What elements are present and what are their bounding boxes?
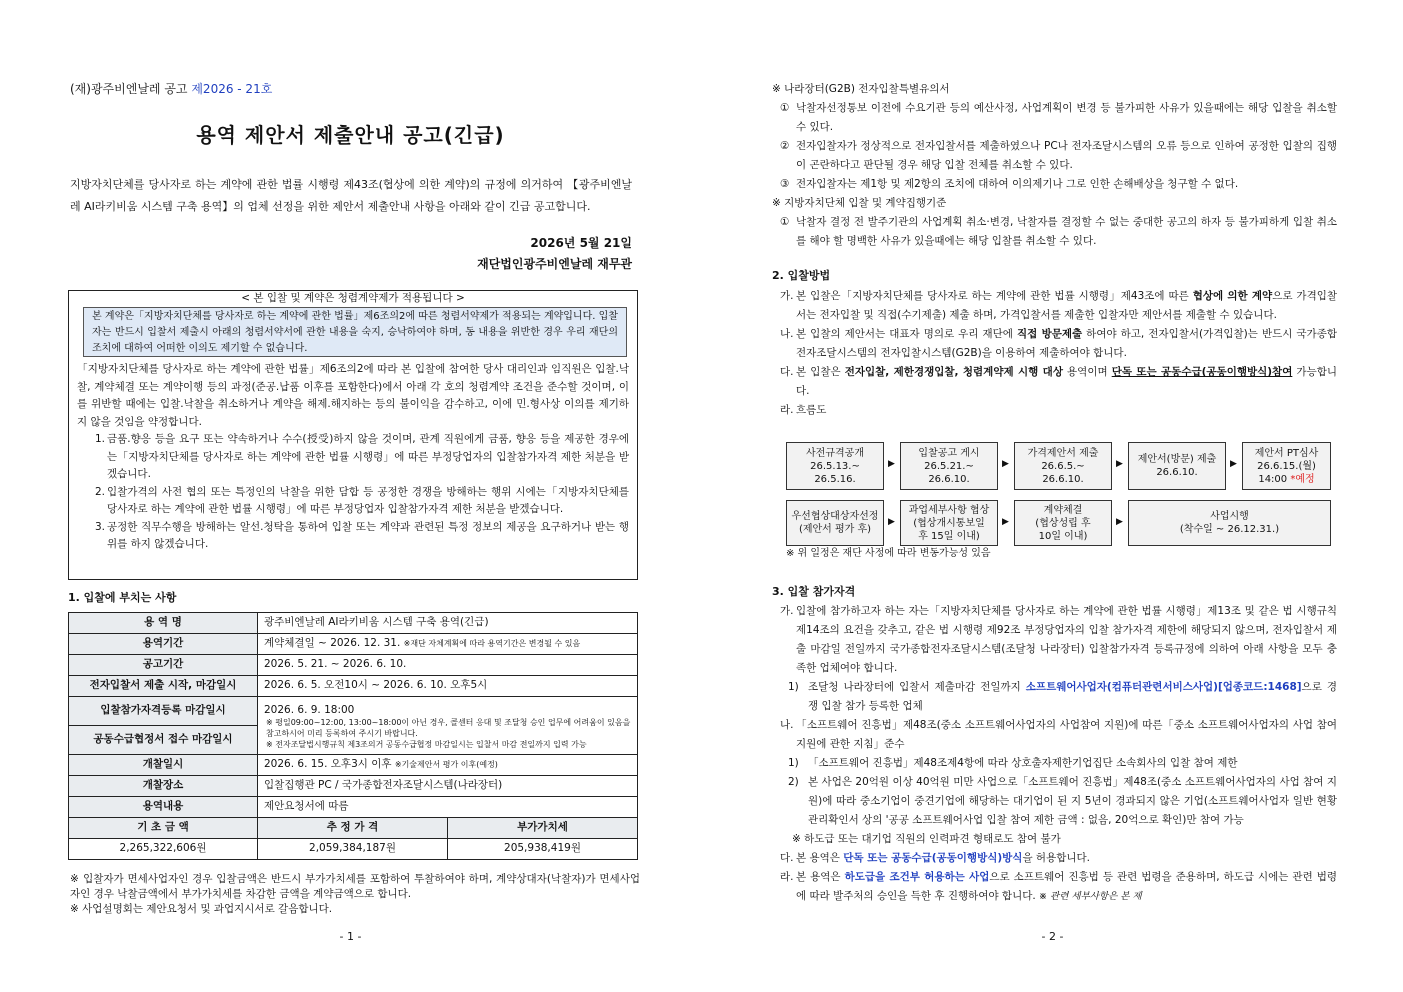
list-item: 나. 본 입찰의 제안서는 대표자 명의로 우리 재단에 직접 방문제출 하여야 하고, 전자입찰서(가격입찰)는 반드시 국가종합전자조달시스템의 전자입찰시스템(G2B)을 이용하여 제출하여야 합니다. — [780, 328, 1337, 359]
flow-step: 사전규격공개 26.5.13.~ 26.5.16. — [786, 442, 884, 490]
list-item: ③ 전자입찰자는 제1항 및 제2항의 조치에 대하여 이의제기나 그로 인한 손해배상을 청구할 수 없다. — [780, 178, 1239, 190]
g2b-notes — [772, 80, 1337, 251]
table-row: 공동수급협정서 접수 마감일시 — [69, 726, 638, 755]
table-row: 기 초 금 액 추 정 가 격 부가가치세 — [69, 818, 638, 839]
flow-step: 제안서 PT심사 26.6.15.(월) 14:00 *예정 — [1242, 442, 1331, 490]
process-flowchart — [786, 442, 1331, 560]
integrity-contract-box — [68, 290, 638, 580]
table-row: 공고기간 2026. 5. 21. ~ 2026. 6. 10. — [69, 655, 638, 676]
list-item: 2) 본 사업은 20억원 이상 40억원 미만 사업으로「소프트웨어 진흥법」제48조(중소 소프트웨어사업자의 사업 참여 지원)에 따라 중소기업이 중견기업에 해당하는 대기업이 된 지 5년이 경과되지 않은 기업(소프트웨어사업자 일반 현황 관리확인서 상의 '공공 소프트웨어사업 입찰 참여 제한 금액 : 없음, 20억으로 확인)만 참여 가능 — [788, 776, 1337, 826]
table-row: 입찰참가자격등록 마감일시 2026. 6. 9. 18:00 ※ 평일09:00~12:00, 13:00~18:00이 아닌 경우, 콜센터 응대 및 조달청 승인 업무에 어려움이 있음을 참고하시어 미리 등록하여 주시기 바랍니다. ※ 전자조달법시행규칙 제3조의거 공동수급협정 마감일시는 입찰서 마감 전일까지 입력 가능 — [69, 697, 638, 726]
arrow-right-icon: ▶ — [1002, 459, 1009, 469]
table-row: 용역내용 제안요청서에 따름 — [69, 797, 638, 818]
issuer-name: 재단법인광주비엔날레 재무관 — [477, 257, 632, 271]
flow-note: ※ 위 일정은 재단 사정에 따라 변동가능성 있음 — [786, 548, 991, 559]
flow-step: 입찰공고 게시 26.5.21.~ 26.6.10. — [900, 442, 998, 490]
list-item: 1) 조달청 나라장터에 입찰서 제출마감 전일까지 소프트웨어사업자(컴퓨터관련서비스사업)[업종코드:1468]으로 경쟁 입찰 참가 등록한 업체 — [788, 681, 1337, 712]
table-row: 개찰장소 입찰집행관 PC / 국가종합전자조달시스템(나라장터) — [69, 776, 638, 797]
list-item: 다. 본 용역은 단독 또는 공동수급(공동이행방식)방식을 허용합니다. — [780, 852, 1090, 864]
integrity-pledge: 「지방자치단체를 당사자로 하는 계약에 관한 법률」제6조의2에 따라 본 입찰에 참여한 당사 대리인과 임직원은 입찰.낙찰, 계약체결 또는 계약이행 등의 과정(준공.납품 이후를 포함한다)에서 아래 각 호의 청렴계약 조건을 준수할 것이며, 이를 위반할 때에는 입찰.낙찰을 취소하거나 계약을 해제.해지하는 등의 불이익을 감수하고, 이에 민.형사상 이의를 제기하지 않을 것임을 약정합니다. — [77, 363, 629, 428]
arrow-right-icon: ▶ — [888, 517, 895, 527]
note-item: ※ 입찰자가 면세사업자인 경우 입찰금액은 반드시 부가가치세를 포함하여 투찰하여야 하며, 계약상대자(낙찰자)가 면세사업자인 경우 낙찰금액에서 부가가치세를 차감한 금액을 계약금액으로 합니다. — [70, 873, 640, 900]
page-1 — [0, 0, 701, 992]
document-title: 용역 제안서 제출안내 공고(긴급) — [196, 123, 505, 147]
flow-step: 계약체결 (협상성립 후 10일 이내) — [1014, 500, 1112, 546]
bid-details-table — [68, 612, 638, 860]
note-item: ※ 사업설명회는 제안요청서 및 과업지시서로 갈음합니다. — [70, 903, 333, 915]
arrow-right-icon: ▶ — [888, 459, 895, 469]
arrow-right-icon: ▶ — [1002, 517, 1009, 527]
org-name: (재)광주비엔날레 공고 — [70, 82, 188, 96]
section-3-body — [772, 602, 1337, 906]
page-2 — [702, 0, 1403, 992]
flow-step: 제안서(방문) 제출 26.6.10. — [1128, 442, 1226, 490]
list-item: 1) 「소프트웨어 진흥법」제48조제4항에 따라 상호출자제한기업집단 소속회사의 입찰 참여 제한 — [788, 757, 1238, 769]
announcement-number: 제2026 - 21호 — [191, 82, 273, 96]
arrow-right-icon: ▶ — [1116, 459, 1123, 469]
table-row: 2,265,322,606원 2,059,384,187원 205,938,419원 — [69, 839, 638, 860]
notes — [70, 872, 640, 917]
arrow-right-icon: ▶ — [1116, 517, 1123, 527]
list-item: 라. 흐름도 — [780, 404, 827, 416]
note-item: ※ 하도급 또는 대기업 직원의 인력파견 형태로도 참여 불가 — [792, 833, 1061, 845]
section-3-heading: 3. 입찰 참가자격 — [772, 585, 856, 598]
announcement-header — [70, 80, 272, 98]
g2b-heading: ※ 나라장터(G2B) 전자입찰특별유의서 — [772, 83, 950, 95]
section-2-heading: 2. 입찰방법 — [772, 269, 831, 282]
table-row: 용역기간 계약체결일 ~ 2026. 12. 31. ※재단 자체계획에 따라 용역기간은 변경될 수 있음 — [69, 634, 638, 655]
table-row: 전자입찰서 제출 시작, 마감일시 2026. 6. 5. 오전10시 ~ 2026. 6. 10. 오후5시 — [69, 676, 638, 697]
integrity-item: 3. 공정한 직무수행을 방해하는 알선.청탁을 통하여 입찰 또는 계약과 관련된 특정 정보의 제공을 요구하거나 받는 행위를 하지 않겠습니다. — [95, 520, 629, 550]
list-item: 다. 본 입찰은 전자입찰, 제한경쟁입찰, 청렴계약제 시행 대상 용역이며 단독 또는 공동수급(공동이행방식)참여 가능합니다. — [780, 366, 1338, 397]
announcement-date: 2026년 5월 21일 — [530, 236, 632, 250]
section-1-heading: 1. 입찰에 부치는 사항 — [68, 591, 177, 604]
integrity-item: 1. 금품.향응 등을 요구 또는 약속하거나 수수(授受)하지 않을 것이며, 관계 직원에게 금품, 향응 등을 제공한 경우에는「지방자치단체를 당사자로 하는 계약에 관한 법률 시행령」에 따른 부정당업자의 입찰참가자격 제한 처분을 받겠습니다. — [95, 433, 629, 480]
flow-step: 과업세부사항 협상 (협상개시통보일 후 15일 이내) — [900, 500, 998, 546]
list-item: 라. 본 용역은 하도급을 조건부 허용하는 사업으로 소프트웨어 진흥법 등 관련 법령을 준용하며, 하도급 시에는 관련 법령에 따라 발주처의 승인을 득한 후 진행하여야 합니다. ※ 관련 세부사항은 본 제 — [780, 871, 1337, 902]
integrity-heading: < 본 입찰 및 계약은 청렴계약제가 적용됩니다 > — [241, 292, 465, 304]
page-number: - 1 - — [339, 930, 362, 943]
flow-step: 사업시행 (착수일 ~ 26.12.31.) — [1128, 500, 1331, 546]
list-item: ① 낙찰자 결정 전 발주기관의 사업계획 취소·변경, 낙찰자를 결정할 수 없는 중대한 공고의 하자 등 불가피하게 입찰 취소를 해야 할 명백한 사유가 있을때에는 해당 입찰를 취소할 수 있다. — [780, 216, 1337, 247]
integrity-item: 2. 입찰가격의 사전 협의 또는 특정인의 낙찰을 위한 담합 등 공정한 경쟁을 방해하는 행위 시에는「지방자치단체를 당사자로 하는 계약에 관한 법률 시행령」에 따른 부정당업자 입찰참가자격 제한 처분을 받겠습니다. — [95, 485, 629, 515]
integrity-notice: 본 계약은「지방자치단체를 당사자로 하는 계약에 관한 법률」제6조의2에 따른 청렴서약제가 적용되는 계약입니다. 입찰자는 반드시 입찰서 제출시 아래의 청렴서약서에 관한 내용을 숙지, 승낙하여야 하며, 동 내용을 위반한 경우 우리 재단의 조치에 대하여 어떠한 이의도 제기할 수 없습니다. — [83, 307, 627, 357]
flow-step: 가격제안서 제출 26.6.5.~ 26.6.10. — [1014, 442, 1112, 490]
table-row: 개찰일시 2026. 6. 15. 오후3시 이후 ※기술제안서 평가 이후(예정) — [69, 755, 638, 776]
arrow-right-icon: ▶ — [1230, 459, 1237, 469]
local-heading: ※ 지방자치단체 입찰 및 계약집행기준 — [772, 197, 947, 209]
integrity-body — [77, 361, 629, 554]
list-item: ② 전자입찰자가 정상적으로 전자입찰서를 제출하였으나 PC나 전자조달시스템의 오류 등으로 인하여 공정한 입찰의 집행이 곤란하다고 판단될 경우 해당 입찰 전체를 취소할 수 있다. — [780, 140, 1337, 171]
section-2-body — [772, 287, 1337, 420]
list-item: 가. 입찰에 참가하고자 하는 자는「지방자치단체를 당사자로 하는 계약에 관한 법률 시행령」제13조 및 같은 법 시행규칙 제14조의 요건을 갖추고, 같은 법 시행령 제92조 부정당업자의 입찰 참가자격 제한에 해당되지 않으며, 전자입찰서 제출 마감일 전일까지 국가종합전자조달시스템(조달청 나라장터) 입찰참가자격 등록규정에 의하여 아래 사항을 모두 충족한 업체여야 합니다. — [780, 605, 1337, 674]
intro-paragraph: 지방자치단체를 당사자로 하는 계약에 관한 법률 시행령 제43조(협상에 의한 계약)의 규정에 의거하여 【광주비엔날레 AI라키비움 시스템 구축 용역】의 업체 선정을 위한 제안서 제출안내 사항을 아래와 같이 긴급 공고합니다. — [70, 178, 632, 213]
list-item: 나. 「소프트웨어 진흥법」제48조(중소 소프트웨어사업자의 사업참여 지원)에 따른「중소 소프트웨어사업자의 사업 참여 지원에 관한 지침」준수 — [780, 719, 1337, 750]
page-number: - 2 - — [1041, 930, 1064, 943]
list-item: 가. 본 입찰은「지방자치단체를 당사자로 하는 계약에 관한 법률 시행령」제43조에 따른 협상에 의한 계약으로 가격입찰서는 전자입찰 및 직접(수기제출) 제출 하며, 가격입찰서를 제출한 입찰자만 제안서를 제출할 수 있습니다. — [780, 290, 1337, 321]
table-row: 용 역 명 광주비엔날레 AI라키비움 시스템 구축 용역(긴급) — [69, 613, 638, 634]
list-item: ① 낙찰자선정통보 이전에 수요기관 등의 예산사정, 사업계획이 변경 등 불가피한 사유가 있을때에는 해당 입찰을 취소할 수 있다. — [780, 102, 1337, 133]
flow-step: 우선협상대상자선정 (제안서 평가 후) — [786, 500, 884, 546]
